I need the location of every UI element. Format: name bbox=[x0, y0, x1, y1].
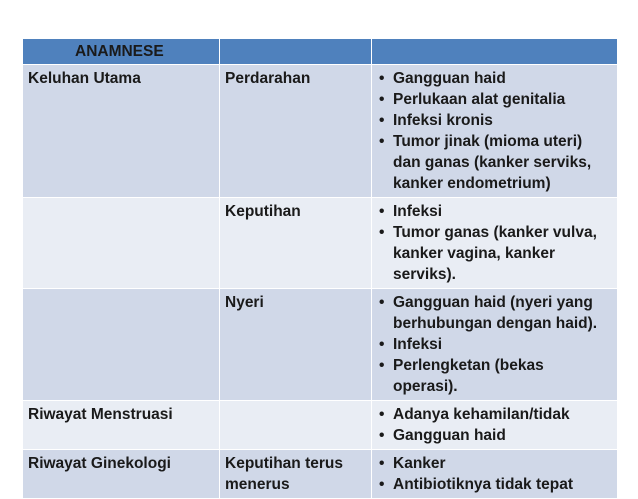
table-row-riwayat-ginekologi bbox=[23, 450, 618, 499]
subcategory-cell: Nyeri bbox=[220, 289, 372, 401]
items-cell bbox=[372, 198, 618, 289]
bullet-list bbox=[377, 292, 612, 397]
category-cell: Keluhan Utama bbox=[23, 65, 220, 198]
bullet-item: • Infeksi bbox=[377, 201, 612, 222]
bullet-list bbox=[377, 201, 612, 285]
header-cell-anamnese: ANAMNESE bbox=[23, 39, 220, 65]
header-cell-2 bbox=[220, 39, 372, 65]
category-cell bbox=[23, 198, 220, 289]
header-cell-3 bbox=[372, 39, 618, 65]
bullet-list bbox=[377, 68, 612, 194]
bullet-item: • Infeksi kronis bbox=[377, 110, 612, 131]
table-row-riwayat-menstruasi bbox=[23, 401, 618, 450]
subcategory-cell: Keputihan terus menerus bbox=[220, 450, 372, 499]
category-cell: Riwayat Menstruasi bbox=[23, 401, 220, 450]
bullet-list bbox=[377, 404, 612, 446]
anamnese-table bbox=[22, 38, 618, 499]
items-cell bbox=[372, 65, 618, 198]
bullet-list bbox=[377, 453, 612, 495]
subcategory-cell: Keputihan bbox=[220, 198, 372, 289]
bullet-item: • Gangguan haid (nyeri yang berhubungan dengan haid). bbox=[377, 292, 612, 334]
category-cell: Riwayat Ginekologi bbox=[23, 450, 220, 499]
table-row-keputihan bbox=[23, 198, 618, 289]
table-row-nyeri bbox=[23, 289, 618, 401]
bullet-item: • Perlukaan alat genitalia bbox=[377, 89, 612, 110]
bullet-item: • Antibiotiknya tidak tepat bbox=[377, 474, 612, 495]
subcategory-cell: Perdarahan bbox=[220, 65, 372, 198]
bullet-item: • Kanker bbox=[377, 453, 612, 474]
table-row-keluhan-perdarahan bbox=[23, 65, 618, 198]
subcategory-cell bbox=[220, 401, 372, 450]
items-cell bbox=[372, 401, 618, 450]
bullet-item: • Tumor jinak (mioma uteri) dan ganas (kanker serviks, kanker endometrium) bbox=[377, 131, 612, 194]
bullet-item: • Gangguan haid bbox=[377, 425, 612, 446]
category-cell bbox=[23, 289, 220, 401]
bullet-item: • Adanya kehamilan/tidak bbox=[377, 404, 612, 425]
items-cell bbox=[372, 450, 618, 499]
bullet-item: • Perlengketan (bekas operasi). bbox=[377, 355, 612, 397]
bullet-item: • Tumor ganas (kanker vulva, kanker vagina, kanker serviks). bbox=[377, 222, 612, 285]
bullet-item: • Gangguan haid bbox=[377, 68, 612, 89]
items-cell bbox=[372, 289, 618, 401]
bullet-item: • Infeksi bbox=[377, 334, 612, 355]
table-header-row bbox=[23, 39, 618, 65]
